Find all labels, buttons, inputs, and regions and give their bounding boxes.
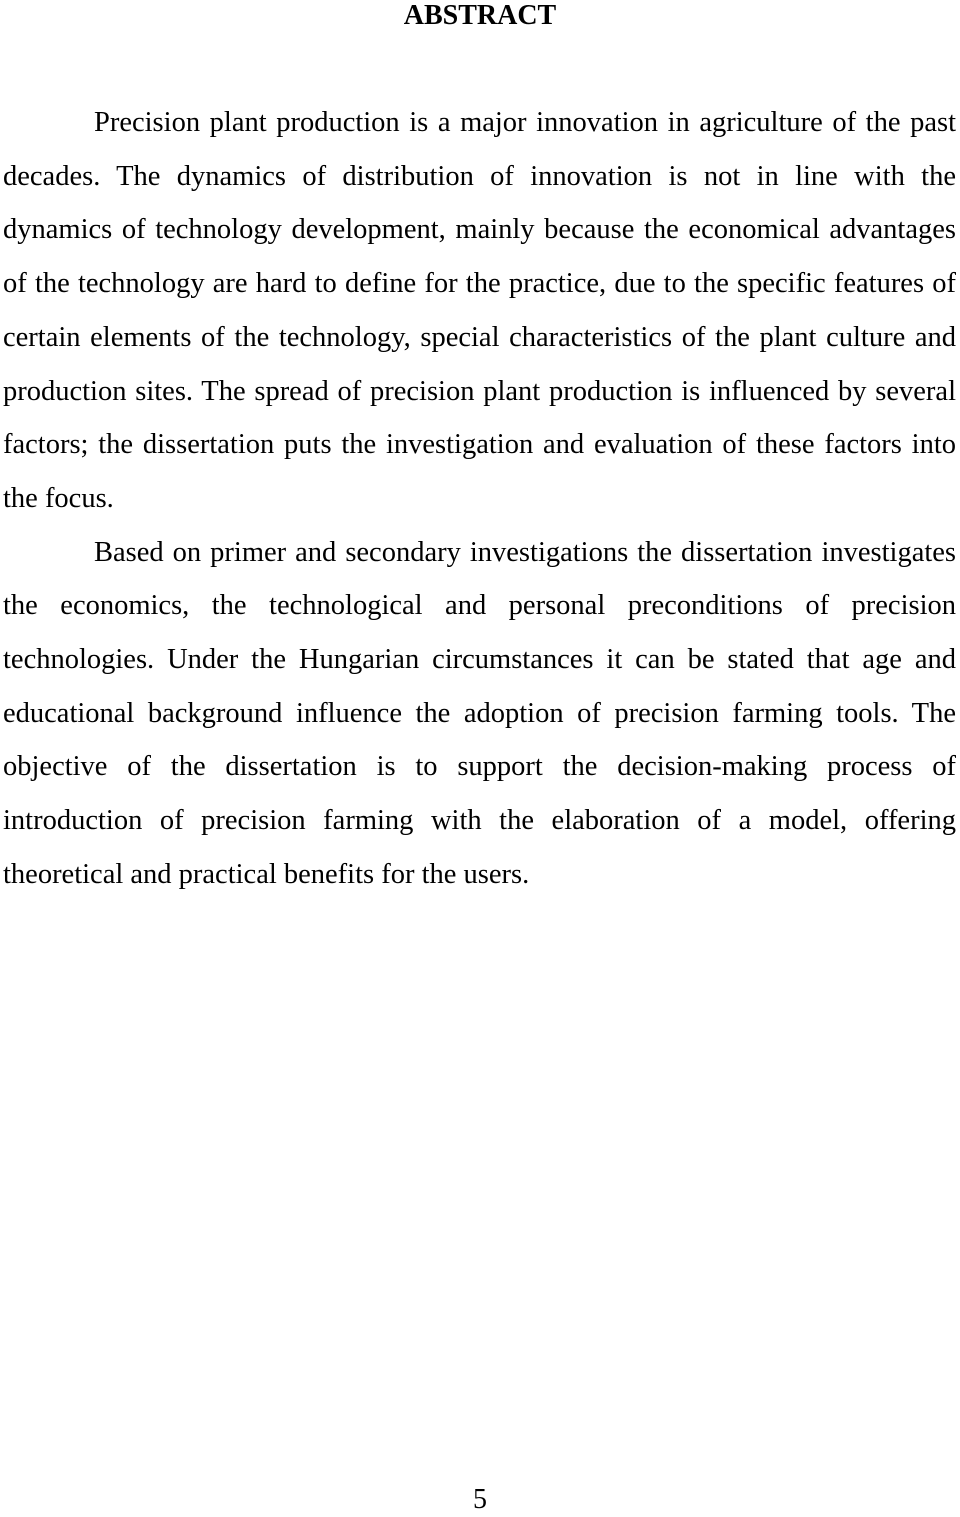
abstract-paragraph-1: Precision plant production is a major innovation in agriculture of the past decades. The dynamics of distribution of innovation is not in line with the dynamics of technology development, mainly because the economical advantages of the technology are hard to define for the practice, due to the specific features of certain elements of the technology, special characteristics of the plant culture and production sites. The spread of precision plant production is influenced by several factors; the dissertation puts the investigation and evaluation of these factors into the focus.: [3, 107, 956, 514]
abstract-body: [3, 96, 956, 902]
page-number: 5: [473, 1484, 487, 1515]
abstract-paragraph-2: Based on primer and secondary investigations the dissertation investigates the economics, the technological and personal preconditions of precision technologies. Under the Hungarian circumstances it can be stated that age and educational background influence the adoption of precision farming tools. The objective of the dissertation is to support the decision-making process of introduction of precision farming with the elaboration of a model, offering theoretical and practical benefits for the users.: [3, 536, 956, 890]
abstract-heading: ABSTRACT: [403, 0, 557, 31]
